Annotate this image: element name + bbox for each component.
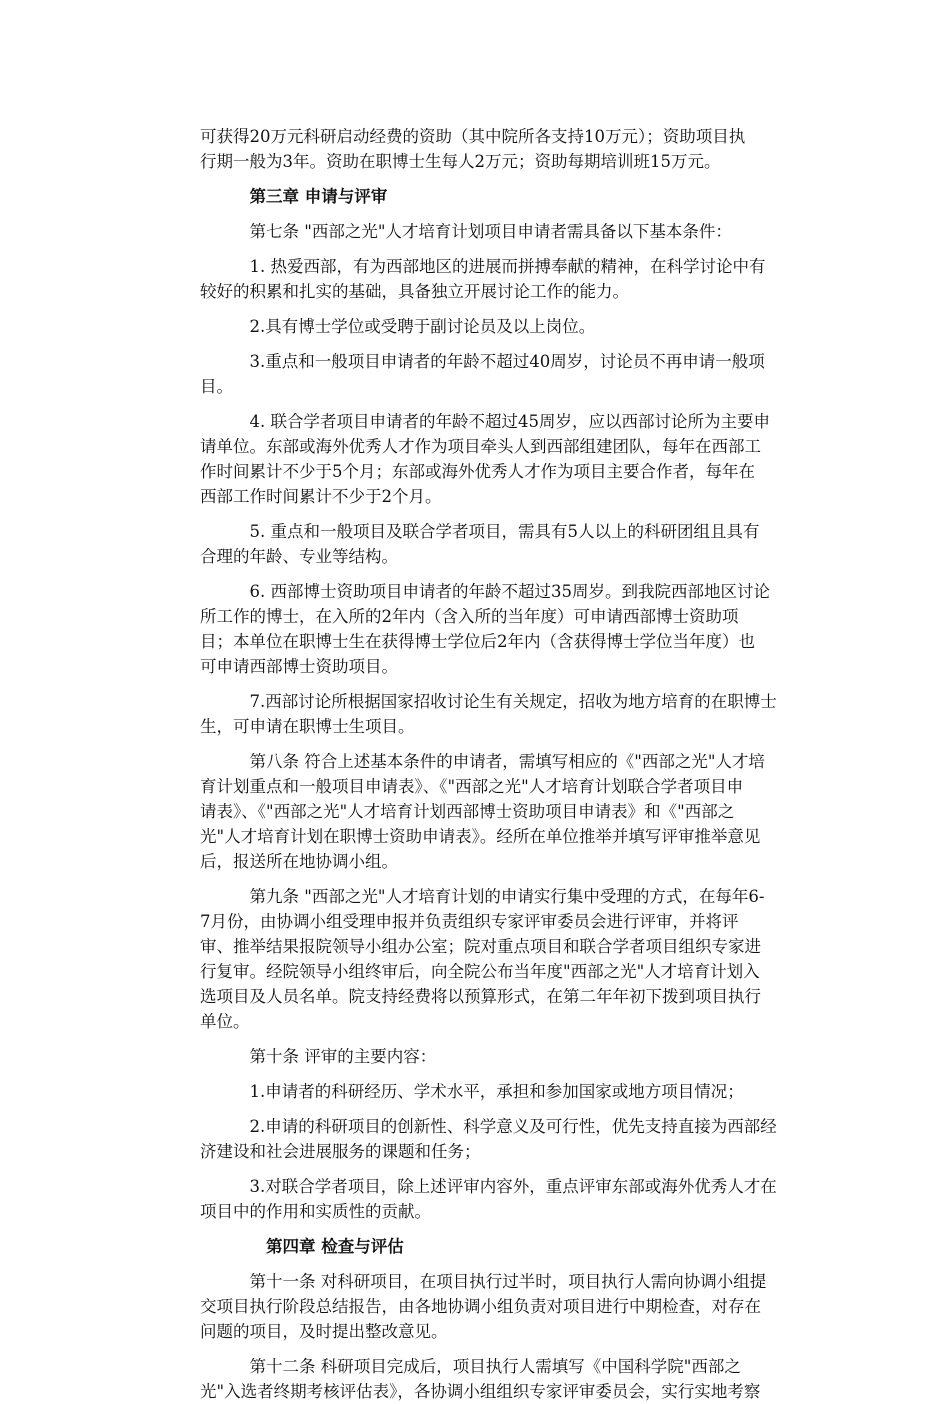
text-line: 合理的年龄、专业等结构。	[200, 547, 398, 566]
chapter-heading	[200, 1234, 866, 1259]
text-line: 5. 重点和一般项目及联合学者项目，需具有5人以上的科研团组且具有	[200, 522, 760, 541]
text-line: 审、推举结果报院领导小组办公室；院对重点项目和联合学者项目组织专家进	[200, 937, 761, 956]
paragraph	[200, 1174, 866, 1224]
text-line: 光"人才培育计划在职博士资助申请表》。经所在单位推举并填写评审推举意见	[200, 827, 761, 846]
paragraph	[200, 1269, 866, 1344]
text-line: 西部工作时间累计不少于2个月。	[200, 487, 442, 506]
text-line: 3.对联合学者项目，除上述评审内容外，重点评审东部或海外优秀人才在	[200, 1177, 777, 1196]
text-line: 光"入选者终期考核评估表》，各协调小组组织专家评审委员会，实行实地考察	[200, 1382, 761, 1401]
text-line: 3.重点和一般项目申请者的年龄不超过40周岁，讨论员不再申请一般项	[200, 352, 765, 371]
paragraph	[200, 254, 866, 304]
paragraph	[200, 349, 866, 399]
text-line: 请表》、《"西部之光"人才培育计划西部博士资助项目申请表》和《"西部之	[200, 802, 735, 821]
text-line: 目；本单位在职博士生在获得博士学位后2年内（含获得博士学位当年度）也	[200, 632, 755, 651]
text-line: 2.申请的科研项目的创新性、科学意义及可行性，优先支持直接为西部经	[200, 1117, 777, 1136]
text-line: 2.具有博士学位或受聘于副讨论员及以上岗位。	[200, 317, 596, 336]
text-line: 第九条 "西部之光"人才培育计划的申请实行集中受理的方式，在每年6-	[200, 887, 765, 906]
paragraph	[200, 314, 866, 339]
text-line: 7月份，由协调小组受理申报并负责组织专家评审委员会进行评审，并将评	[200, 912, 739, 931]
chapter-heading	[200, 184, 866, 209]
paragraph	[200, 1354, 866, 1404]
text-line: 7.西部讨论所根据国家招收讨论生有关规定，招收为地方培育的在职博士	[200, 692, 777, 711]
text-line: 选项目及人员名单。院支持经费将以预算形式，在第二年年初下拨到项目执行	[200, 987, 761, 1006]
text-line: 第十一条 对科研项目，在项目执行过半时，项目执行人需向协调小组提	[200, 1272, 767, 1291]
text-line: 项目中的作用和实质性的贡献。	[200, 1202, 431, 1221]
text-line: 目。	[200, 377, 233, 396]
paragraph	[200, 1044, 866, 1069]
text-line: 生，可申请在职博士生项目。	[200, 717, 415, 736]
text-line: 可获得20万元科研启动经费的资助（其中院所各支持10万元）；资助项目执	[200, 127, 746, 146]
paragraph	[200, 689, 866, 739]
text-line: 行期一般为3年。资助在职博士生每人2万元；资助每期培训班15万元。	[200, 152, 721, 171]
text-line: 请单位。东部或海外优秀人才作为项目牵头人到西部组建团队，每年在西部工	[200, 437, 761, 456]
text-line: 行复审。经院领导小组终审后，向全院公布当年度"西部之光"人才培育计划入	[200, 962, 760, 981]
paragraph	[200, 579, 866, 679]
paragraph	[200, 124, 866, 174]
text-line: 第八条 符合上述基本条件的申请者，需填写相应的《"西部之光"人才培	[200, 752, 765, 771]
paragraph	[200, 519, 866, 569]
text-line: 后，报送所在地协调小组。	[200, 852, 398, 871]
text-line: 1. 热爱西部，有为西部地区的进展而拼搏奉献的精神，在科学讨论中有	[200, 257, 766, 276]
text-line: 1.申请者的科研经历、学术水平，承担和参加国家或地方项目情况；	[200, 1082, 744, 1101]
text-line: 较好的积累和扎实的基础，具备独立开展讨论工作的能力。	[200, 282, 629, 301]
text-line: 第十条 评审的主要内容：	[200, 1047, 437, 1066]
text-line: 交项目执行阶段总结报告，由各地协调小组负责对项目进行中期检查，对存在	[200, 1297, 761, 1316]
paragraph	[200, 219, 866, 244]
paragraph	[200, 884, 866, 1034]
text-line: 第十二条 科研项目完成后，项目执行人需填写《中国科学院"西部之	[200, 1357, 741, 1376]
paragraph	[200, 409, 866, 509]
text-line: 4. 联合学者项目申请者的年龄不超过45周岁，应以西部讨论所为主要申	[200, 412, 770, 431]
paragraph	[200, 749, 866, 874]
paragraph	[200, 1114, 866, 1164]
text-line: 6. 西部博士资助项目申请者的年龄不超过35周岁。到我院西部地区讨论	[200, 582, 770, 601]
text-line: 作时间累计不少于5个月；东部或海外优秀人才作为项目主要合作者，每年在	[200, 462, 755, 481]
text-line: 第七条 "西部之光"人才培育计划项目申请者需具备以下基本条件：	[200, 222, 732, 241]
text-line: 育计划重点和一般项目申请表》、《"西部之光"人才培育计划联合学者项目申	[200, 777, 744, 796]
text-line: 济建设和社会进展服务的课题和任务；	[200, 1142, 481, 1161]
text-line: 问题的项目，及时提出整改意见。	[200, 1322, 448, 1341]
text-line: 第三章 申请与评审	[200, 187, 388, 206]
paragraph	[200, 1079, 866, 1104]
text-line: 可申请西部博士资助项目。	[200, 657, 398, 676]
text-line: 所工作的博士，在入所的2年内（含入所的当年度）可申请西部博士资助项	[200, 607, 739, 626]
text-line: 第四章 检查与评估	[200, 1237, 404, 1256]
text-line: 单位。	[200, 1012, 250, 1031]
